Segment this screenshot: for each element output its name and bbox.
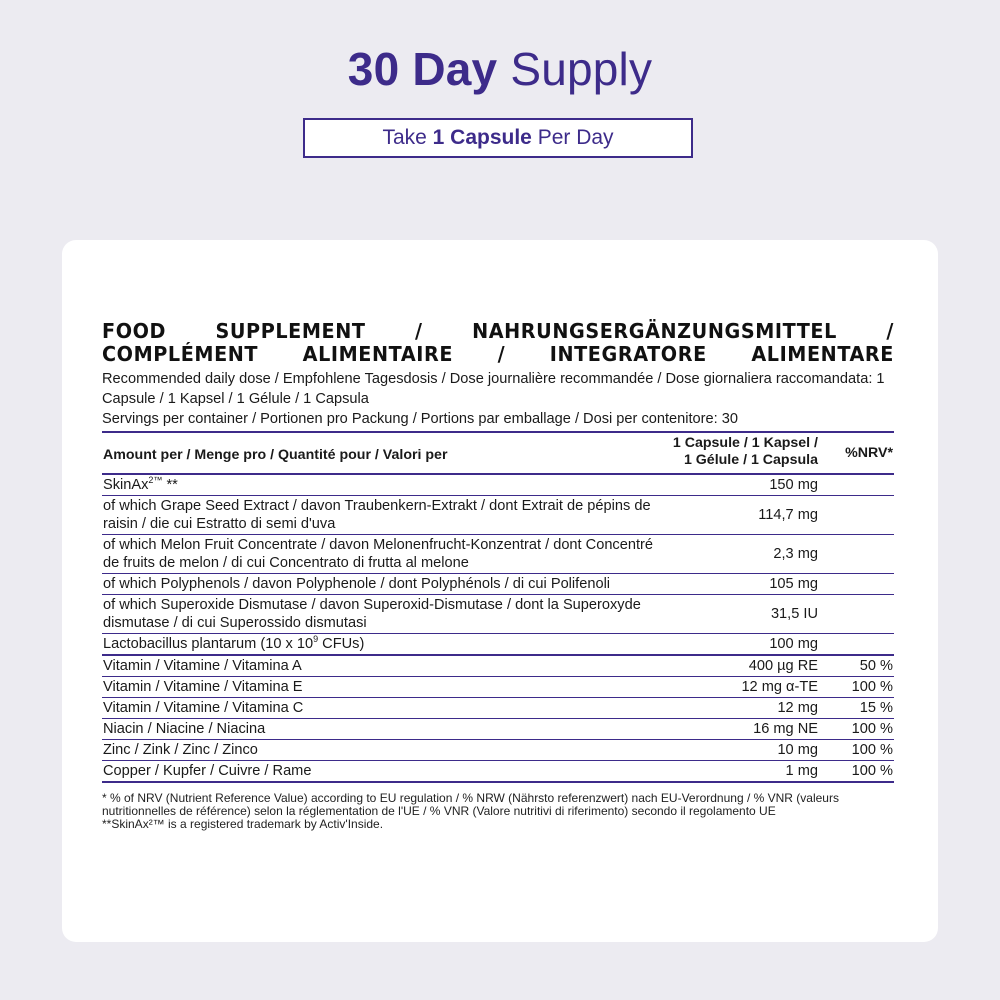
page-title (0, 42, 1000, 96)
row-name: Zinc / Zink / Zinc / Zinco (102, 740, 667, 761)
footnote-nrv: * % of NRV (Nutrient Reference Value) according to EU regulation / % NRW (Nährsto referenzwert) nach EU-Verordnung / % VNR (valeurs nutritionnelles de référence) selon la réglementation de l'UE / % VNR (Valore nutritivi di riferimento) secondo il regolamento UE (102, 791, 839, 818)
row-nrv: 100 % (822, 719, 894, 740)
col-amount (667, 433, 822, 474)
col-amount-line2: 1 Gélule / 1 Capsula (683, 452, 818, 468)
table-row (102, 474, 894, 496)
row-nrv: 100 % (822, 761, 894, 783)
title-bold: 30 Day (347, 43, 498, 95)
row-name: of which Grape Seed Extract / davon Traubenkern-Extrakt / dont Extrait de pépins de raisin / die cui Estratto di semi d'uva (102, 496, 667, 535)
table-row (102, 496, 894, 535)
footnote-trademark: **SkinAx²™ is a registered trademark by Activ'Inside. (102, 817, 384, 831)
row-nrv (822, 634, 894, 656)
row-name: Vitamin / Vitamine / Vitamina A (102, 655, 667, 677)
dose-prefix: Take (382, 126, 427, 149)
title-rest: Supply (510, 43, 653, 95)
row-amount: 31,5 IU (667, 595, 822, 634)
label-title-line2: COMPLÉMENT ALIMENTAIRE / INTEGRATORE ALIMENTARE (102, 342, 894, 366)
table-row (102, 634, 894, 656)
row-nrv: 50 % (822, 655, 894, 677)
supplement-facts (102, 320, 894, 831)
row-name: of which Polyphenols / davon Polyphenole / dont Polyphénols / di cui Polifenoli (102, 574, 667, 595)
row-amount: 1 mg (667, 761, 822, 783)
row-name: Niacin / Niacine / Niacina (102, 719, 667, 740)
table-row (102, 574, 894, 595)
row-amount: 12 mg α-TE (667, 677, 822, 698)
row-amount: 16 mg NE (667, 719, 822, 740)
row-amount: 10 mg (667, 740, 822, 761)
col-nrv: %NRV* (845, 444, 893, 461)
table-row (102, 740, 894, 761)
row-amount: 400 µg RE (667, 655, 822, 677)
row-nrv: 15 % (822, 698, 894, 719)
table-row (102, 677, 894, 698)
row-amount: 2,3 mg (667, 535, 822, 574)
row-name: Vitamin / Vitamine / Vitamina C (102, 698, 667, 719)
table-row (102, 719, 894, 740)
col-name: Amount per / Menge pro / Quantité pour / Valori per (103, 446, 448, 463)
row-nrv (822, 474, 894, 496)
row-nrv: 100 % (822, 677, 894, 698)
table-row (102, 535, 894, 574)
row-amount: 105 mg (667, 574, 822, 595)
table-row (102, 595, 894, 634)
intro (102, 369, 894, 433)
row-amount: 114,7 mg (667, 496, 822, 535)
row-nrv (822, 535, 894, 574)
label-title-line1: FOOD SUPPLEMENT / NAHRUNGSERGÄNZUNGSMITTEL / (102, 319, 894, 343)
dose-bold: 1 Capsule (432, 126, 532, 149)
row-nrv (822, 496, 894, 535)
recommended-dose: Recommended daily dose / Empfohlene Tagesdosis / Dose journalière recommandée / Dose giornaliera raccomandata: 1 Capsule / 1 Kapsel / 1 Gélule / 1 Capsula (102, 371, 885, 407)
row-name: Lactobacillus plantarum (10 x $10^9$ CFUs) (102, 634, 667, 656)
footnotes (102, 792, 894, 831)
row-name: of which Melon Fruit Concentrate / davon Melonenfrucht-Konzentrat / dont Concentré de fruits de melon / di cui Concentrato di frutta al melone (102, 535, 667, 574)
row-name: SkinAx$^{2™}$ ** (102, 474, 667, 496)
row-name: Vitamin / Vitamine / Vitamina E (102, 677, 667, 698)
row-nrv (822, 595, 894, 634)
table-row (102, 698, 894, 719)
row-nrv: 100 % (822, 740, 894, 761)
table-header (102, 433, 894, 474)
dose-suffix: Per Day (537, 126, 614, 149)
servings-per-container: Servings per container / Portionen pro Packung / Portions par emballage / Dosi per contenitore: 30 (102, 409, 894, 433)
table-row (102, 655, 894, 677)
row-name: Copper / Kupfer / Cuivre / Rame (102, 761, 667, 783)
label-title (102, 320, 894, 366)
nutrition-table (102, 433, 894, 783)
row-amount: 12 mg (667, 698, 822, 719)
dose-instruction (303, 118, 693, 158)
row-amount: 100 mg (667, 634, 822, 656)
row-nrv (822, 574, 894, 595)
col-amount-line1: 1 Capsule / 1 Kapsel / (672, 435, 818, 451)
row-amount: 150 mg (667, 474, 822, 496)
table-row (102, 761, 894, 783)
row-name: of which Superoxide Dismutase / davon Superoxid-Dismutase / dont la Superoxyde dismutase / di cui Superossido dismutasi (102, 595, 667, 634)
